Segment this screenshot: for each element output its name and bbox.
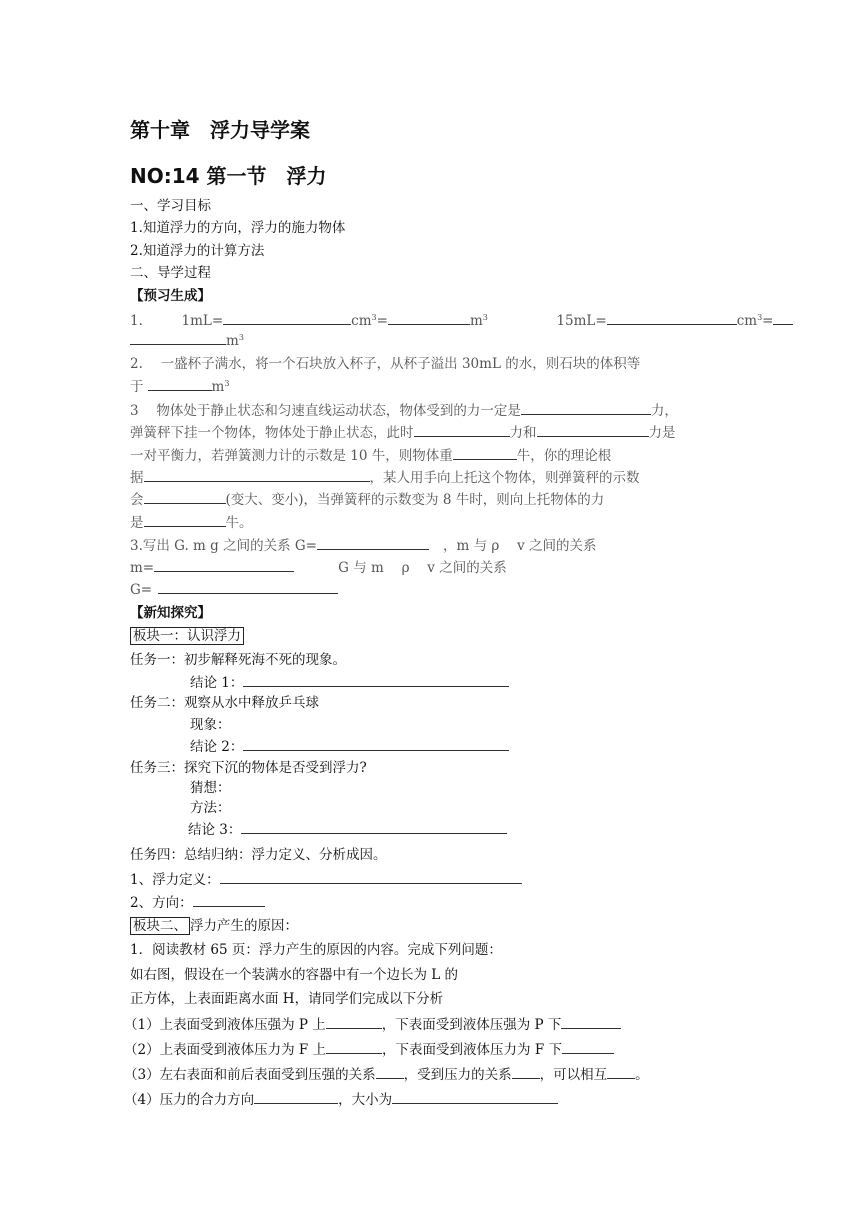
task-3: 任务三：探究下沉的物体是否受到浮力? bbox=[130, 760, 367, 776]
q1-equals: = bbox=[762, 313, 774, 329]
q1-blank-cm3[interactable] bbox=[223, 311, 351, 325]
question-3-line bbox=[130, 468, 640, 487]
objectives-heading: 一、学习目标 bbox=[130, 198, 211, 214]
figure-description: 正方体，上表面距离水面 H，请同学们完成以下分析 bbox=[130, 991, 444, 1007]
q3-text: (变大、变小)，当弹簧秤的示数变为 8 牛时，则向上托物体的力 bbox=[225, 492, 605, 508]
analysis-blank[interactable] bbox=[512, 1065, 540, 1079]
conclusion-label: 结论 3： bbox=[188, 822, 242, 838]
question-3-line bbox=[130, 446, 611, 465]
q3-text: 据 bbox=[130, 470, 144, 486]
question-2-line: 2. 一盛杯子满水，将一个石块放入杯子，从杯子溢出 30mL 的水，则石块的体积等 bbox=[130, 356, 641, 372]
phenomenon-label: 现象： bbox=[190, 717, 231, 733]
analysis-3 bbox=[124, 1065, 649, 1084]
q4-text: m= bbox=[130, 560, 155, 576]
objective-item: 2.知道浮力的计算方法 bbox=[130, 243, 265, 259]
q4-blank[interactable] bbox=[317, 536, 429, 550]
q1-blank-m3-start[interactable] bbox=[773, 311, 793, 325]
q3-text: 弹簧秤下挂一个物体，物体处于静止状态，此时 bbox=[130, 425, 414, 441]
q3-blank[interactable] bbox=[144, 490, 226, 504]
q1-blank-m3-cont[interactable] bbox=[130, 331, 226, 345]
q1-unit: m bbox=[469, 313, 483, 329]
q1-blank-m3[interactable] bbox=[388, 311, 470, 325]
q3-blank[interactable] bbox=[453, 446, 517, 460]
q3-text: 力和 bbox=[509, 425, 537, 441]
q3-blank[interactable] bbox=[414, 423, 510, 437]
q4-blank[interactable] bbox=[154, 558, 294, 572]
q3-text: ，某人用手向上托这个物体，则弹簧秤的示数 bbox=[369, 470, 640, 486]
question-3-line bbox=[130, 401, 678, 420]
q3-text: 牛，你的理论根 bbox=[516, 448, 612, 464]
guess-label: 猜想： bbox=[190, 780, 231, 796]
analysis-text: （4）压力的合力方向 bbox=[124, 1092, 255, 1108]
definition-label: 1、浮力定义： bbox=[130, 872, 220, 888]
analysis-blank[interactable] bbox=[326, 1015, 382, 1029]
question-2-line bbox=[130, 377, 229, 396]
q3-text: 力是 bbox=[648, 425, 676, 441]
q1-exponent: 3 bbox=[757, 313, 763, 322]
analysis-blank[interactable] bbox=[326, 1040, 382, 1054]
q3-blank[interactable] bbox=[521, 401, 651, 415]
task-1: 任务一：初步解释死海不死的现象。 bbox=[130, 652, 346, 668]
analysis-text: （2）上表面受到液体压力为 F 上 bbox=[124, 1042, 327, 1058]
analysis-text: ，可以相互 bbox=[539, 1067, 608, 1083]
analysis-blank[interactable] bbox=[561, 1015, 621, 1029]
analysis-text: ，下表面受到液体压强为 P 下 bbox=[381, 1017, 562, 1033]
q2-blank[interactable] bbox=[148, 377, 212, 391]
q3-text: 牛。 bbox=[225, 515, 253, 531]
task-4: 任务四：总结归纳：浮力定义、分析成因。 bbox=[130, 847, 387, 863]
q1-unit: m bbox=[226, 333, 239, 349]
task-2: 任务二：观察从水中释放乒乓球 bbox=[130, 695, 319, 711]
analysis-blank[interactable] bbox=[392, 1090, 558, 1104]
block-2-box: 板块二、 bbox=[130, 917, 190, 935]
analysis-text: （1）上表面受到液体压强为 P 上 bbox=[124, 1017, 326, 1033]
block-1-label bbox=[130, 627, 244, 645]
analysis-text: ，大小为 bbox=[338, 1092, 393, 1108]
objective-item: 1.知道浮力的方向，浮力的施力物体 bbox=[130, 220, 346, 236]
q4-text: ，m 与 ρ v 之间的关系 bbox=[442, 538, 597, 554]
direction-label: 2、方向： bbox=[130, 895, 193, 911]
conclusion-label: 结论 1： bbox=[190, 675, 244, 691]
q1-exponent: 3 bbox=[482, 313, 488, 322]
analysis-1 bbox=[124, 1015, 621, 1034]
question-1-line bbox=[130, 311, 793, 330]
q2-exponent: 3 bbox=[224, 379, 230, 388]
conclusion-1 bbox=[190, 673, 509, 692]
q2-unit: m bbox=[211, 379, 225, 395]
analysis-4 bbox=[124, 1090, 558, 1109]
buoyancy-direction bbox=[130, 893, 265, 912]
question-3-line bbox=[130, 490, 604, 509]
q4-text: G 与 m ρ v 之间的关系 bbox=[338, 560, 507, 576]
q1-unit: cm bbox=[736, 313, 758, 329]
analysis-text: （3）左右表面和前后表面受到压强的关系 bbox=[124, 1067, 376, 1083]
buoyancy-definition bbox=[130, 870, 522, 889]
q1-exponent: 3 bbox=[371, 313, 377, 322]
section-title: NO:14 第一节 浮力 bbox=[130, 164, 327, 188]
q3-text: 力， bbox=[650, 403, 678, 419]
q1-label: 15mL= bbox=[556, 313, 607, 329]
q1-label: 1mL= bbox=[181, 313, 224, 329]
figure-description: 如右图，假设在一个装满水的容器中有一个边长为 L 的 bbox=[130, 967, 459, 983]
q4-text: G= bbox=[130, 582, 153, 598]
conclusion-2 bbox=[190, 737, 509, 756]
question-3-line bbox=[130, 513, 253, 532]
method-label: 方法： bbox=[190, 800, 231, 816]
q3-text: 会 bbox=[130, 492, 144, 508]
conclusion-3 bbox=[188, 820, 507, 839]
definition-blank[interactable] bbox=[220, 870, 522, 884]
question-4-line bbox=[130, 536, 597, 555]
conclusion-1-blank[interactable] bbox=[243, 673, 509, 687]
q3-blank[interactable] bbox=[537, 423, 649, 437]
analysis-blank[interactable] bbox=[607, 1065, 635, 1079]
analysis-blank[interactable] bbox=[562, 1040, 614, 1054]
q1-unit: cm bbox=[351, 313, 372, 329]
block-2-label bbox=[130, 917, 298, 935]
block-2-text: 浮力产生的原因： bbox=[190, 918, 298, 934]
analysis-2 bbox=[124, 1040, 614, 1059]
q4-blank[interactable] bbox=[158, 580, 338, 594]
q3-blank[interactable] bbox=[144, 468, 370, 482]
conclusion-2-blank[interactable] bbox=[243, 737, 509, 751]
block-1-box: 板块一：认识浮力 bbox=[130, 627, 244, 645]
q3-text: 3 物体处于静止状态和匀速直线运动状态，物体受到的力一定是 bbox=[130, 403, 521, 419]
q1-number: 1. bbox=[130, 313, 143, 329]
q2-text: 于 bbox=[130, 379, 144, 395]
question-4-line bbox=[130, 558, 507, 577]
q1-blank-cm3[interactable] bbox=[607, 311, 737, 325]
analysis-text: ，下表面受到液体压力为 F 下 bbox=[382, 1042, 562, 1058]
q3-text: 是 bbox=[130, 515, 144, 531]
process-heading: 二、导学过程 bbox=[130, 265, 211, 281]
q1-exponent: 3 bbox=[238, 333, 244, 342]
analysis-text: 。 bbox=[635, 1067, 649, 1083]
question-1-continuation bbox=[130, 331, 244, 350]
q3-text: 一对平衡力，若弹簧测力计的示数是 10 牛，则物体重 bbox=[130, 448, 453, 464]
q1-equals: = bbox=[376, 313, 388, 329]
analysis-text: ，受到压力的关系 bbox=[403, 1067, 512, 1083]
question-3-line bbox=[130, 423, 676, 442]
conclusion-3-blank[interactable] bbox=[241, 820, 507, 834]
analysis-blank[interactable] bbox=[254, 1090, 338, 1104]
explore-heading: 【新知探究】 bbox=[130, 605, 211, 621]
page-title: 第十章 浮力导学案 bbox=[130, 118, 310, 142]
conclusion-label: 结论 2： bbox=[190, 739, 244, 755]
question-4-line bbox=[130, 580, 338, 599]
analysis-blank[interactable] bbox=[376, 1065, 404, 1079]
q4-text: 3.写出 G. m g 之间的关系 G= bbox=[130, 538, 317, 554]
q3-blank[interactable] bbox=[144, 513, 226, 527]
direction-blank[interactable] bbox=[193, 893, 265, 907]
preview-heading: 【预习生成】 bbox=[130, 288, 211, 304]
reading-instruction: 1．阅读教材 65 页：浮力产生的原因的内容。完成下列问题： bbox=[130, 942, 502, 958]
